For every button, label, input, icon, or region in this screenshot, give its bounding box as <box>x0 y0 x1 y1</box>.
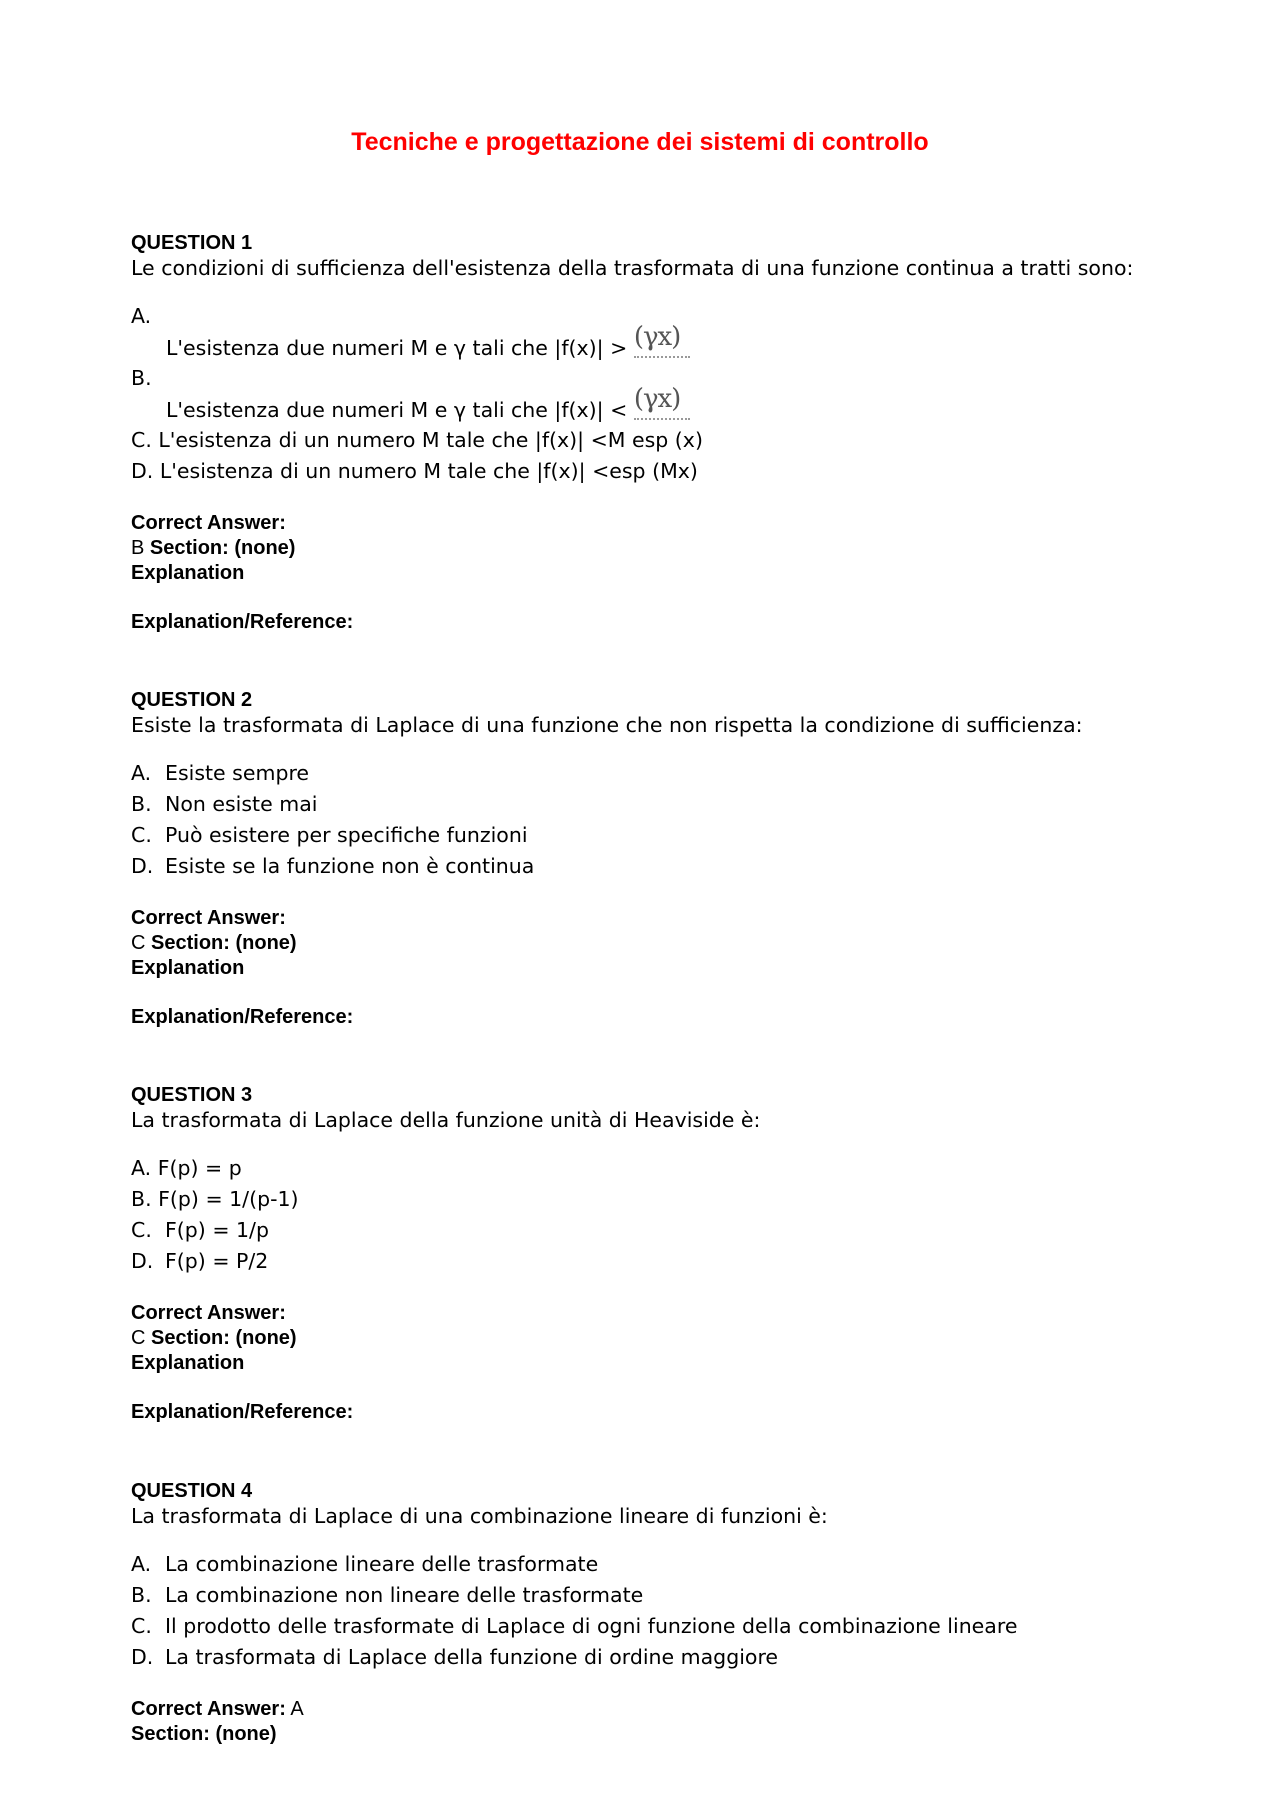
question-block <box>131 231 1231 635</box>
explanation-reference-label: Explanation/Reference: <box>131 1401 354 1423</box>
explanation-label: Explanation <box>131 957 245 979</box>
option-letter: D. <box>131 854 154 878</box>
option-text-label: L'esistenza due numeri M e γ tali che |f(x)| < <box>166 398 628 422</box>
question-block <box>131 1479 1231 1747</box>
section-label: Section: (none) <box>151 1327 297 1349</box>
correct-answer-value: A <box>290 1698 304 1720</box>
document-title: Tecniche e progettazione dei sistemi di controllo <box>351 128 929 156</box>
option-letter: A. <box>131 761 152 785</box>
option-letter: D. <box>131 459 154 483</box>
explanation-reference-label: Explanation/Reference: <box>131 1006 354 1028</box>
option-item <box>131 1215 1231 1246</box>
option-item <box>131 1642 1231 1673</box>
answer-block <box>131 511 1231 635</box>
option-letter: A. <box>131 304 152 328</box>
option-item <box>131 789 1231 820</box>
option-item <box>131 1549 1231 1580</box>
correct-answer-label: Correct Answer: <box>131 512 286 534</box>
option-text: L'esistenza di un numero M tale che |f(x)| <M esp (x) <box>158 428 703 452</box>
question-heading: QUESTION 1 <box>131 232 253 254</box>
option-text: Può esistere per specifiche funzioni <box>165 823 528 847</box>
option-text <box>131 384 1231 425</box>
correct-answer-label: Correct Answer: <box>131 1698 286 1720</box>
option-letter: A. <box>131 1156 152 1180</box>
options-list <box>131 758 1231 882</box>
explanation-label: Explanation <box>131 1352 245 1374</box>
option-item <box>131 1580 1231 1611</box>
section-label: Section: (none) <box>131 1723 277 1745</box>
correct-answer-label: Correct Answer: <box>131 907 286 929</box>
correct-answer-value: C <box>131 1327 146 1349</box>
option-item <box>131 1184 1231 1215</box>
option-letter: C. <box>131 428 152 452</box>
explanation-reference-label: Explanation/Reference: <box>131 611 354 633</box>
option-item <box>131 425 1231 456</box>
answer-block <box>131 906 1231 1030</box>
correct-answer-value: B <box>131 537 145 559</box>
option-letter: C. <box>131 1614 152 1638</box>
explanation-label: Explanation <box>131 562 245 584</box>
option-item <box>131 1611 1231 1642</box>
option-item <box>131 820 1231 851</box>
option-letter: C. <box>131 823 152 847</box>
section-label: Section: (none) <box>149 537 296 559</box>
option-letter: C. <box>131 1218 152 1242</box>
question-text: Esiste la trasformata di Laplace di una funzione che non rispetta la condizione di sufficienza: <box>131 713 1083 737</box>
option-letter: B. <box>131 792 152 816</box>
correct-answer-value: C <box>131 932 146 954</box>
formula-image <box>633 322 694 361</box>
option-text: F(p) = 1/p <box>165 1218 269 1242</box>
option-text: Il prodotto delle trasformate di Laplace di ogni funzione della combinazione lineare <box>165 1614 1018 1638</box>
question-block <box>131 688 1231 1030</box>
answer-line <box>131 1697 1231 1722</box>
option-letter: D. <box>131 1249 154 1273</box>
answer-block <box>131 1697 1231 1747</box>
option-text: F(p) = P/2 <box>165 1249 269 1273</box>
option-text: F(p) = 1/(p-1) <box>158 1187 299 1211</box>
answer-block <box>131 1301 1231 1425</box>
answer-line <box>131 536 1231 561</box>
option-item <box>131 456 1231 487</box>
question-text: La trasformata di Laplace della funzione unità di Heaviside è: <box>131 1108 761 1132</box>
option-item <box>131 1246 1231 1277</box>
option-text: F(p) = p <box>157 1156 242 1180</box>
question-heading: QUESTION 4 <box>131 1480 253 1502</box>
option-text: Non esiste mai <box>165 792 318 816</box>
option-text: L'esistenza di un numero M tale che |f(x)| <esp (Mx) <box>159 459 698 483</box>
options-list <box>131 1549 1231 1673</box>
formula-image <box>633 384 694 423</box>
correct-answer-label: Correct Answer: <box>131 1302 286 1324</box>
question-block <box>131 1083 1231 1425</box>
question-text: Le condizioni di sufficienza dell'esistenza della trasformata di una funzione continua a tratti sono: <box>131 256 1134 280</box>
option-text: Esiste sempre <box>165 761 310 785</box>
answer-line <box>131 931 1231 956</box>
section-label: Section: (none) <box>151 932 297 954</box>
option-letter: B. <box>131 1187 152 1211</box>
formula-text: (γx) <box>633 384 681 414</box>
option-text: Esiste se la funzione non è continua <box>165 854 535 878</box>
formula-text: (γx) <box>633 322 681 352</box>
option-letter: A. <box>131 1552 152 1576</box>
option-letter: B. <box>131 1583 152 1607</box>
option-letter: D. <box>131 1645 154 1669</box>
options-list <box>131 1153 1231 1277</box>
question-heading: QUESTION 2 <box>131 689 253 711</box>
question-heading: QUESTION 3 <box>131 1084 253 1106</box>
question-text: La trasformata di Laplace di una combinazione lineare di funzioni è: <box>131 1504 828 1528</box>
option-text-label: L'esistenza due numeri M e γ tali che |f(x)| > <box>166 336 628 360</box>
options-list <box>131 301 1231 487</box>
option-text: La trasformata di Laplace della funzione di ordine maggiore <box>165 1645 779 1669</box>
option-letter: B. <box>131 366 152 390</box>
option-item <box>131 758 1231 789</box>
option-text: La combinazione lineare delle trasformate <box>165 1552 599 1576</box>
option-text: La combinazione non lineare delle trasformate <box>165 1583 644 1607</box>
option-text <box>131 322 1231 363</box>
option-item <box>131 851 1231 882</box>
answer-line <box>131 1326 1231 1351</box>
option-item <box>131 1153 1231 1184</box>
